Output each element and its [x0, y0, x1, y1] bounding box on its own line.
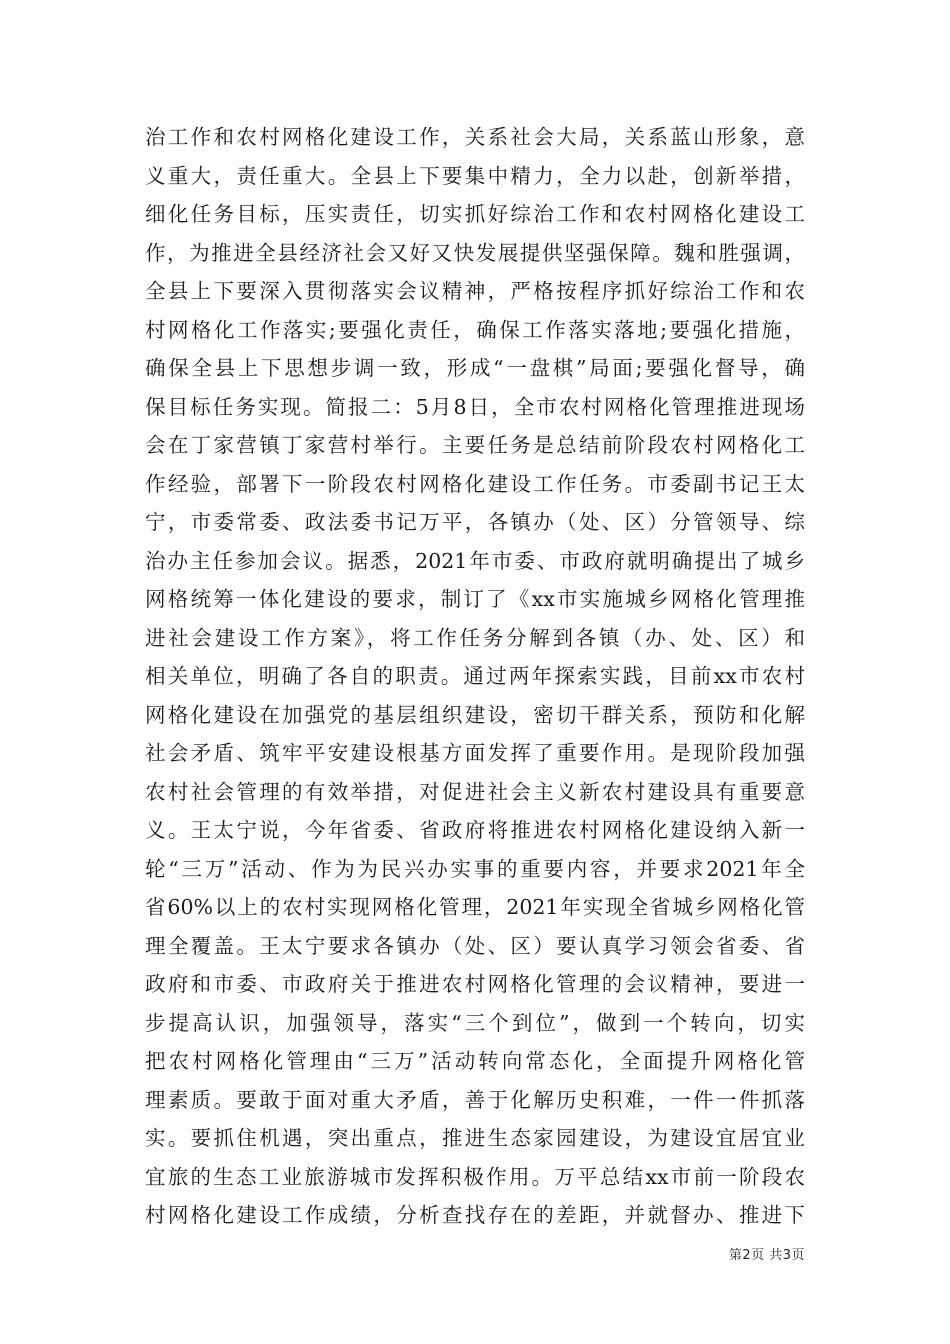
text-line: 理全覆盖。王太宁要求各镇办（处、区）要认真学习领会省委、省 — [145, 933, 805, 958]
text-line: 轮“三万”活动、作为为民兴办实事的重要内容，并要求2021年全 — [145, 856, 805, 881]
text-line: 省60%以上的农村实现网格化管理，2021年实现全省城乡网格化管 — [145, 895, 805, 919]
text-line: 把农村网格化管理由“三万”活动转向常态化，全面提升网格化管 — [145, 1049, 805, 1073]
text-line: 细化任务目标，压实责任，切实抓好综治工作和农村网格化建设工 — [145, 202, 805, 226]
body-text — [145, 118, 805, 1235]
text-line: 会在丁家营镇丁家营村举行。主要任务是总结前阶段农村网格化工 — [145, 433, 805, 457]
text-line: 村网格化工作落实;要强化责任，确保工作落实落地;要强化措施， — [145, 317, 805, 342]
text-line: 确保全县上下思想步调一致，形成“一盘棋”局面;要强化督导，确 — [145, 356, 805, 380]
text-line: 网格统筹一体化建设的要求，制订了《xx市实施城乡网格化管理推 — [145, 587, 805, 611]
text-line: 进社会建设工作方案》，将工作任务分解到各镇（办、处、区）和 — [145, 625, 805, 650]
text-line: 步提高认识，加强领导，落实“三个到位”，做到一个转向，切实 — [145, 1010, 805, 1035]
text-line: 作，为推进全县经济社会又好又快发展提供坚强保障。魏和胜强调， — [145, 240, 805, 265]
text-line: 农村社会管理的有效举措，对促进社会主义新农村建设具有重要意 — [145, 779, 805, 804]
text-line: 作经验，部署下一阶段农村网格化建设工作任务。市委副书记王太 — [145, 471, 805, 496]
text-line: 相关单位，明确了各自的职责。通过两年探索实践，目前xx市农村 — [145, 664, 805, 688]
text-line: 村网格化建设工作成绩，分析查找存在的差距，并就督办、推进下 — [145, 1203, 805, 1227]
text-line: 治办主任参加会议。据悉，2021年市委、市政府就明确提出了城乡 — [145, 548, 805, 573]
text-line: 保目标任务实现。简报二：5月8日，全市农村网格化管理推进现场 — [145, 394, 805, 419]
text-line: 网格化建设在加强党的基层组织建设，密切干群关系，预防和化解 — [145, 702, 805, 727]
text-line: 义重大，责任重大。全县上下要集中精力，全力以赴，创新举措， — [145, 163, 805, 188]
text-line: 宜旅的生态工业旅游城市发挥积极作用。万平总结xx市前一阶段农 — [145, 1164, 805, 1189]
text-line: 宁，市委常委、政法委书记万平，各镇办（处、区）分管领导、综 — [145, 510, 805, 534]
text-line: 全县上下要深入贯彻落实会议精神，严格按程序抓好综治工作和农 — [145, 279, 805, 303]
text-line: 社会矛盾、筑牢平安建设根基方面发挥了重要作用。是现阶段加强 — [145, 741, 805, 765]
text-line: 治工作和农村网格化建设工作，关系社会大局，关系蓝山形象，意 — [145, 125, 805, 149]
page-number: 第2页 共3页 — [728, 1248, 805, 1263]
text-line: 理素质。要敢于面对重大矛盾，善于化解历史积难，一件一件抓落 — [145, 1087, 805, 1112]
text-line: 义。王太宁说，今年省委、省政府将推进农村网格化建设纳入新一 — [145, 818, 805, 842]
text-line: 实。要抓住机遇，突出重点，推进生态家园建设，为建设宜居宜业 — [145, 1126, 805, 1150]
text-line: 政府和市委、市政府关于推进农村网格化管理的会议精神，要进一 — [145, 972, 805, 996]
